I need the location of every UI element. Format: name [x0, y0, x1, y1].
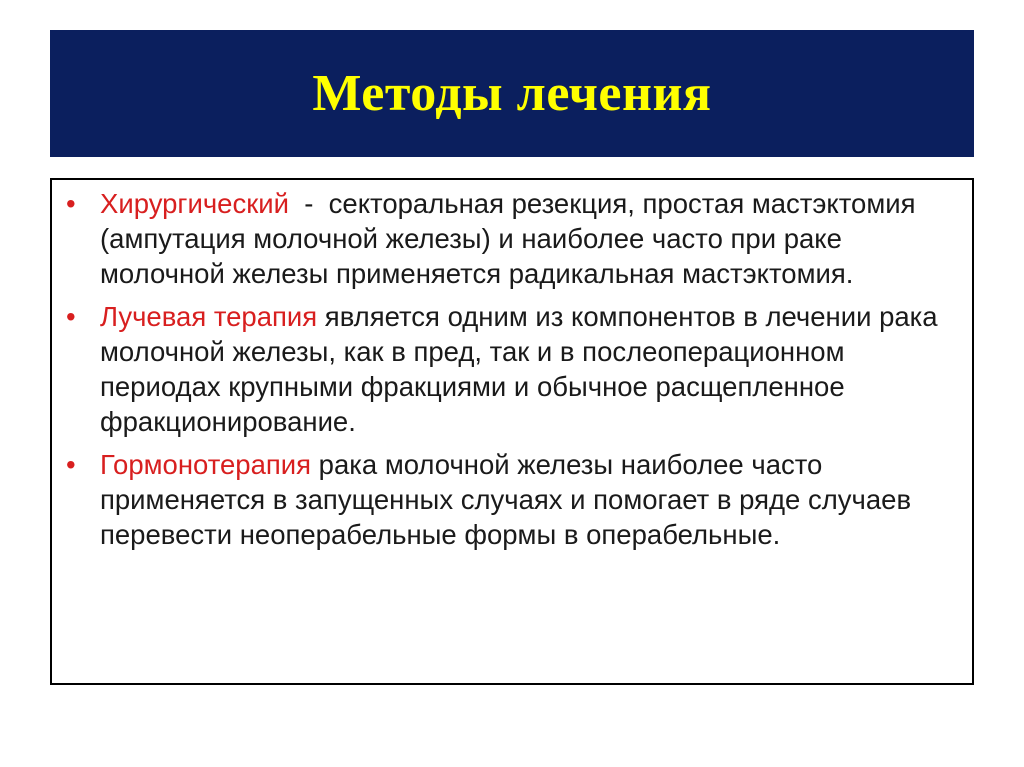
bullet-text-surgical: - секторальная резекция, простая мастэктомия (ампутация молочной железы) и наиболее часто при раке молочной железы применяется радикальная мастэктомия.: [100, 188, 924, 289]
bullet-hormone: [66, 447, 952, 552]
bullet-icon: •: [66, 449, 76, 480]
bullet-lead-radiation: Лучевая терапия: [100, 301, 318, 332]
bullet-text-radiation: является одним из компонентов в лечении рака молочной железы, как в пред, так и в послеоперационном периодах крупными фракциями и обычное расщепленное фракционирование.: [100, 301, 938, 437]
title-bar: [50, 30, 974, 157]
bullet-text-hormone: рака молочной железы наиболее часто применяется в запущенных случаях и помогает в ряде случаев перевести неоперабельные формы в операбельные.: [100, 449, 912, 550]
bullet-icon: •: [66, 301, 76, 332]
bullet-surgical: [66, 186, 952, 291]
bullet-lead-hormone: Гормонотерапия: [100, 449, 312, 480]
bullet-list: [66, 186, 952, 552]
bullet-lead-surgical: Хирургический: [100, 188, 289, 219]
content-box: [50, 178, 974, 685]
bullet-radiation: [66, 299, 952, 439]
bullet-icon: •: [66, 188, 76, 219]
slide-title: Методы лечения: [312, 65, 712, 122]
